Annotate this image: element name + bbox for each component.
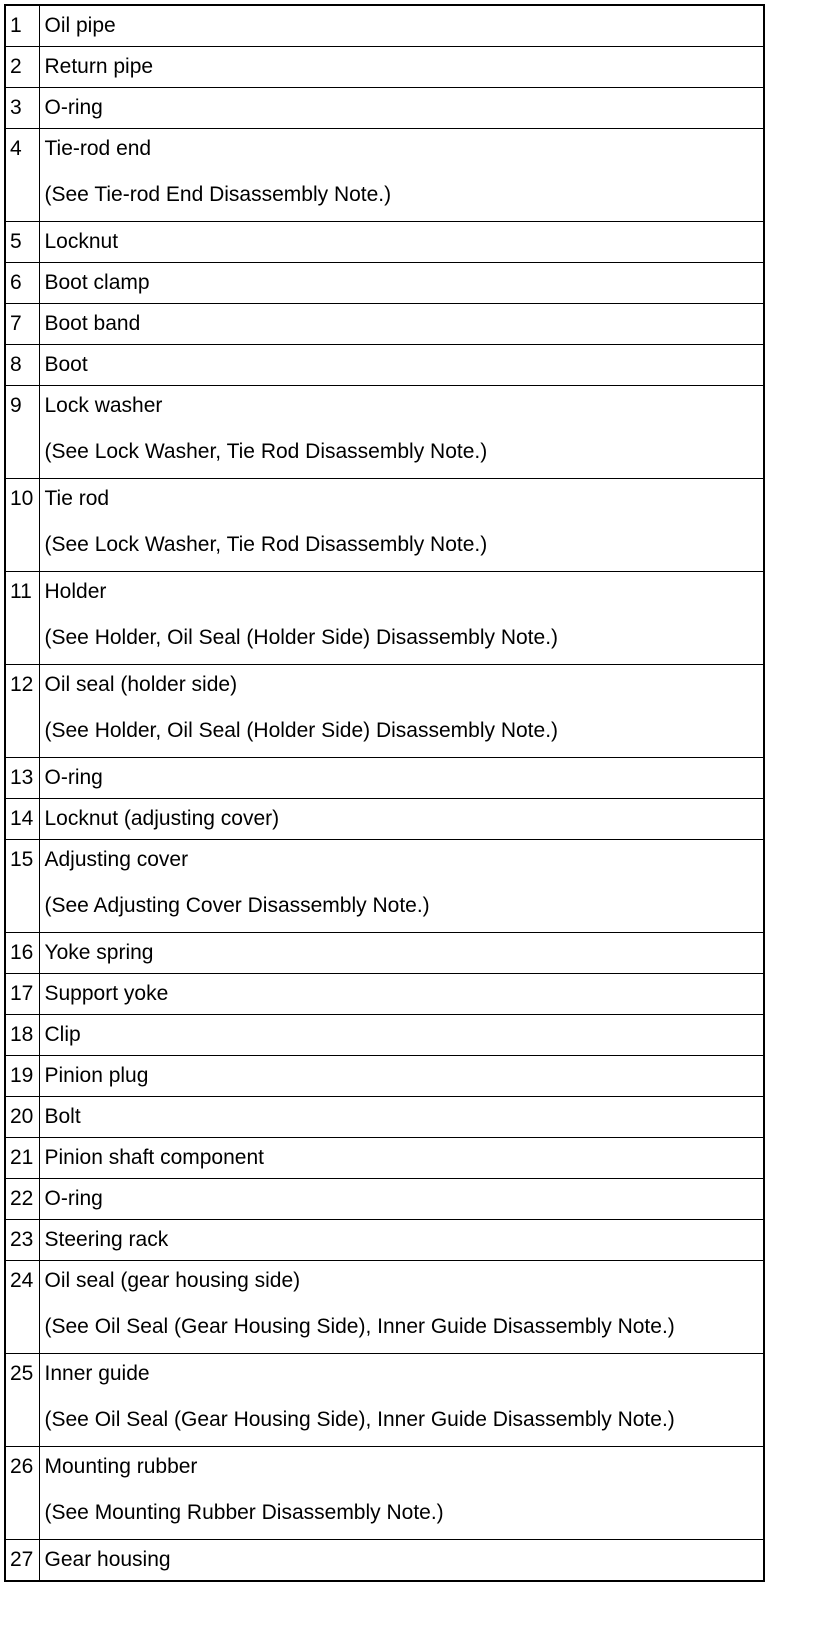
item-name: O-ring <box>44 766 103 789</box>
item-description-cell <box>39 665 764 758</box>
item-description-cell <box>39 345 764 386</box>
table-row <box>5 1015 764 1056</box>
item-name: Boot <box>44 353 88 376</box>
table-row <box>5 1447 764 1540</box>
item-description-cell <box>39 304 764 345</box>
item-disassembly-note: (See Holder, Oil Seal (Holder Side) Disassembly Note.) <box>44 626 559 649</box>
item-number-cell <box>5 386 39 479</box>
table-row <box>5 479 764 572</box>
item-number: 5 <box>10 230 22 253</box>
item-number: 4 <box>10 137 22 160</box>
table-row <box>5 974 764 1015</box>
item-name: Clip <box>44 1023 81 1046</box>
item-number: 10 <box>10 487 34 510</box>
item-description-cell <box>39 129 764 222</box>
item-name: Tie-rod end <box>44 137 152 160</box>
table-row <box>5 1138 764 1179</box>
item-number-cell <box>5 1447 39 1540</box>
item-number-cell <box>5 1540 39 1582</box>
item-number-cell <box>5 222 39 263</box>
item-description-cell <box>39 88 764 129</box>
item-name: O-ring <box>44 96 103 119</box>
table-row <box>5 5 764 47</box>
item-name: Pinion shaft component <box>44 1146 264 1169</box>
item-number-cell <box>5 345 39 386</box>
item-description-cell <box>39 1056 764 1097</box>
item-name: Boot clamp <box>44 271 150 294</box>
item-number: 1 <box>10 14 22 37</box>
item-number: 3 <box>10 96 22 119</box>
item-number-cell <box>5 1097 39 1138</box>
item-description-cell <box>39 1354 764 1447</box>
item-number: 26 <box>10 1455 34 1478</box>
table-row <box>5 88 764 129</box>
item-number-cell <box>5 129 39 222</box>
item-description-cell <box>39 263 764 304</box>
item-number-cell <box>5 1261 39 1354</box>
table-row <box>5 1056 764 1097</box>
item-number: 17 <box>10 982 34 1005</box>
parts-table <box>4 4 765 1582</box>
item-description-cell <box>39 1220 764 1261</box>
item-description-cell <box>39 572 764 665</box>
item-number-cell <box>5 47 39 88</box>
table-row <box>5 840 764 933</box>
item-number: 9 <box>10 394 22 417</box>
item-number: 19 <box>10 1064 34 1087</box>
item-name: O-ring <box>44 1187 103 1210</box>
item-description-cell <box>39 1261 764 1354</box>
item-number: 22 <box>10 1187 34 1210</box>
item-name: Oil seal (holder side) <box>44 673 238 696</box>
item-disassembly-note: (See Tie-rod End Disassembly Note.) <box>44 183 392 206</box>
item-name: Mounting rubber <box>44 1455 198 1478</box>
item-name: Oil pipe <box>44 14 116 37</box>
item-disassembly-note: (See Holder, Oil Seal (Holder Side) Disassembly Note.) <box>44 719 559 742</box>
item-number: 16 <box>10 941 34 964</box>
table-row <box>5 129 764 222</box>
parts-table-body <box>5 5 764 1581</box>
item-disassembly-note: (See Adjusting Cover Disassembly Note.) <box>44 894 430 917</box>
item-name: Lock washer <box>44 394 163 417</box>
item-number-cell <box>5 1138 39 1179</box>
item-description-cell <box>39 1097 764 1138</box>
table-row <box>5 263 764 304</box>
item-name: Support yoke <box>44 982 169 1005</box>
item-number-cell <box>5 1179 39 1220</box>
item-number: 12 <box>10 673 34 696</box>
item-number-cell <box>5 479 39 572</box>
item-description-cell <box>39 1179 764 1220</box>
item-number: 14 <box>10 807 34 830</box>
item-disassembly-note: (See Oil Seal (Gear Housing Side), Inner Guide Disassembly Note.) <box>44 1315 675 1338</box>
item-number: 18 <box>10 1023 34 1046</box>
item-number-cell <box>5 799 39 840</box>
item-number-cell <box>5 263 39 304</box>
item-name: Yoke spring <box>44 941 154 964</box>
item-disassembly-note: (See Lock Washer, Tie Rod Disassembly Note.) <box>44 440 488 463</box>
item-number: 7 <box>10 312 22 335</box>
item-number: 8 <box>10 353 22 376</box>
item-number: 21 <box>10 1146 34 1169</box>
table-row <box>5 572 764 665</box>
item-number: 2 <box>10 55 22 78</box>
table-row <box>5 47 764 88</box>
item-description-cell <box>39 47 764 88</box>
item-name: Oil seal (gear housing side) <box>44 1269 301 1292</box>
item-description-cell <box>39 1447 764 1540</box>
item-name: Boot band <box>44 312 141 335</box>
item-name: Pinion plug <box>44 1064 149 1087</box>
item-name: Adjusting cover <box>44 848 189 871</box>
item-disassembly-note: (See Mounting Rubber Disassembly Note.) <box>44 1501 444 1524</box>
item-number-cell <box>5 840 39 933</box>
table-row <box>5 1261 764 1354</box>
item-description-cell <box>39 479 764 572</box>
item-number-cell <box>5 88 39 129</box>
item-number-cell <box>5 1354 39 1447</box>
item-number: 6 <box>10 271 22 294</box>
table-row <box>5 933 764 974</box>
item-number: 11 <box>10 580 32 603</box>
item-number-cell <box>5 5 39 47</box>
item-name: Gear housing <box>44 1548 171 1571</box>
item-description-cell <box>39 1138 764 1179</box>
table-row <box>5 665 764 758</box>
item-description-cell <box>39 840 764 933</box>
item-number-cell <box>5 974 39 1015</box>
item-name: Tie rod <box>44 487 110 510</box>
item-number: 27 <box>10 1548 34 1571</box>
item-name: Locknut <box>44 230 119 253</box>
item-number-cell <box>5 933 39 974</box>
table-row <box>5 222 764 263</box>
item-description-cell <box>39 974 764 1015</box>
item-name: Return pipe <box>44 55 154 78</box>
item-name: Steering rack <box>44 1228 169 1251</box>
item-description-cell <box>39 222 764 263</box>
item-number-cell <box>5 665 39 758</box>
table-row <box>5 799 764 840</box>
item-number: 24 <box>10 1269 34 1292</box>
table-row <box>5 386 764 479</box>
item-disassembly-note: (See Oil Seal (Gear Housing Side), Inner Guide Disassembly Note.) <box>44 1408 675 1431</box>
item-number-cell <box>5 1015 39 1056</box>
item-number-cell <box>5 1056 39 1097</box>
table-row <box>5 758 764 799</box>
item-description-cell <box>39 933 764 974</box>
item-number-cell <box>5 304 39 345</box>
item-number: 15 <box>10 848 34 871</box>
item-disassembly-note: (See Lock Washer, Tie Rod Disassembly Note.) <box>44 533 488 556</box>
table-row <box>5 345 764 386</box>
table-row <box>5 1354 764 1447</box>
item-number-cell <box>5 758 39 799</box>
item-name: Locknut (adjusting cover) <box>44 807 280 830</box>
item-description-cell <box>39 386 764 479</box>
item-number: 25 <box>10 1362 34 1385</box>
table-row <box>5 304 764 345</box>
item-description-cell <box>39 5 764 47</box>
table-row <box>5 1097 764 1138</box>
table-row <box>5 1220 764 1261</box>
table-row <box>5 1540 764 1582</box>
item-name: Holder <box>44 580 107 603</box>
table-row <box>5 1179 764 1220</box>
item-description-cell <box>39 1540 764 1582</box>
item-number: 23 <box>10 1228 34 1251</box>
item-name: Inner guide <box>44 1362 150 1385</box>
item-number-cell <box>5 572 39 665</box>
item-description-cell <box>39 1015 764 1056</box>
item-description-cell <box>39 758 764 799</box>
item-name: Bolt <box>44 1105 81 1128</box>
item-description-cell <box>39 799 764 840</box>
item-number-cell <box>5 1220 39 1261</box>
item-number: 13 <box>10 766 34 789</box>
item-number: 20 <box>10 1105 34 1128</box>
